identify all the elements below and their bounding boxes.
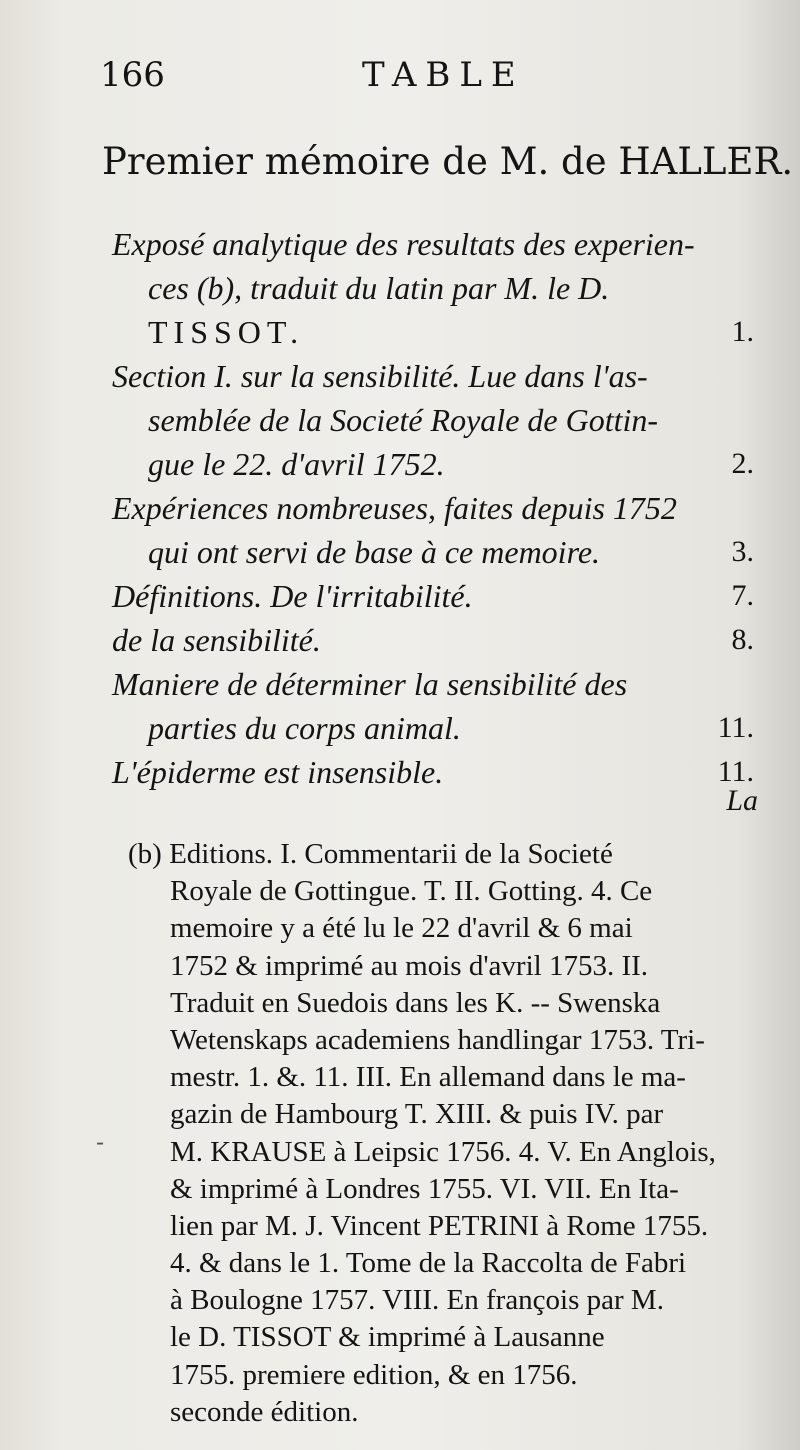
footnote [128,836,768,1431]
toc-line: ces (b), traduit du latin par M. le D. [148,270,610,306]
toc-line: Exposé analytique des resultats des experien- [112,226,695,262]
footnote-line: 1755. premiere edition, & en 1756. [170,1358,578,1391]
footnote-line: Royale de Gottingue. T. II. Gotting. 4. Ce [170,875,653,908]
toc-line: Expériences nombreuses, faites depuis 1752 [112,490,677,526]
toc-line: Section I. sur la sensibilité. Lue dans l'as- [112,358,648,394]
footnote-line: M. KRAUSE à Leipsic 1756. 4. V. En Anglois, [170,1135,716,1168]
footnote-line: & imprimé à Londres 1755. VI. VII. En Ita- [170,1172,679,1205]
toc-entry [112,618,772,662]
footnote-line: gazin de Hambourg T. XIII. & puis IV. par [170,1098,664,1131]
toc-line-text: Définitions. De l'irritabilité. [112,578,473,614]
toc-entry [112,222,772,354]
toc-line [112,310,772,354]
toc-line [112,706,772,750]
footnote-line: à Boulogne 1757. VIII. En françois par M. [170,1284,664,1317]
toc-line-text: qui ont servi de base à ce memoire. [148,534,601,570]
toc-line-text: de la sensibilité. [112,622,321,658]
toc-entry [112,662,772,750]
toc-entry [112,750,772,794]
footnote-line: mestr. 1. &. 11. III. En allemand dans le ma- [170,1061,686,1094]
toc-line-text: L'épiderme est insensible. [112,754,444,790]
toc-line [112,618,772,662]
toc-line [112,442,772,486]
toc-line-text: parties du corps animal. [148,710,461,746]
footnote-line: (b) Editions. I. Commentarii de la Societé [128,838,613,870]
toc-line-text: TISSOT. [148,314,305,350]
toc-page-number: 3. [731,535,754,568]
page-header [100,55,700,103]
footnote-line: memoire y a été lu le 22 d'avril & 6 mai [170,912,633,945]
catchword: La [726,784,758,817]
toc-line-text: gue le 22. d'avril 1752. [148,446,445,482]
margin-mark: - [96,1128,105,1156]
section-title: Premier mémoire de M. de HALLER. [102,140,794,183]
toc-page-number: 7. [731,579,754,612]
toc-page-number: 11. [717,755,754,788]
toc-entry [112,486,772,574]
toc-entry [112,354,772,486]
toc-page-number: 1. [731,315,754,348]
toc-page-number: 8. [731,623,754,656]
toc-line [112,574,772,618]
toc-line: Maniere de déterminer la sensibilité des [112,666,628,702]
page-number: 166 [100,55,165,95]
toc-page-number: 11. [717,711,754,744]
toc-line [112,530,772,574]
footnote-line: lien par M. J. Vincent PETRINI à Rome 1755. [170,1209,709,1242]
toc-page-number: 2. [731,447,754,480]
footnote-line: seconde édition. [170,1395,359,1428]
footnote-line: 4. & dans le 1. Tome de la Raccolta de Fabri [170,1247,687,1280]
table-of-contents [112,222,772,794]
toc-entry [112,574,772,618]
footnote-line: le D. TISSOT & imprimé à Lausanne [170,1321,605,1354]
running-title: TABLE [362,55,525,95]
footnote-line: Wetenskaps academiens handlingar 1753. Tri- [170,1023,705,1056]
toc-line [112,750,772,794]
footnote-line: Traduit en Suedois dans les K. -- Swenska [170,986,661,1019]
footnote-line: 1752 & imprimé au mois d'avril 1753. II. [170,949,649,982]
toc-line: semblée de la Societé Royale de Gottin- [148,402,659,438]
